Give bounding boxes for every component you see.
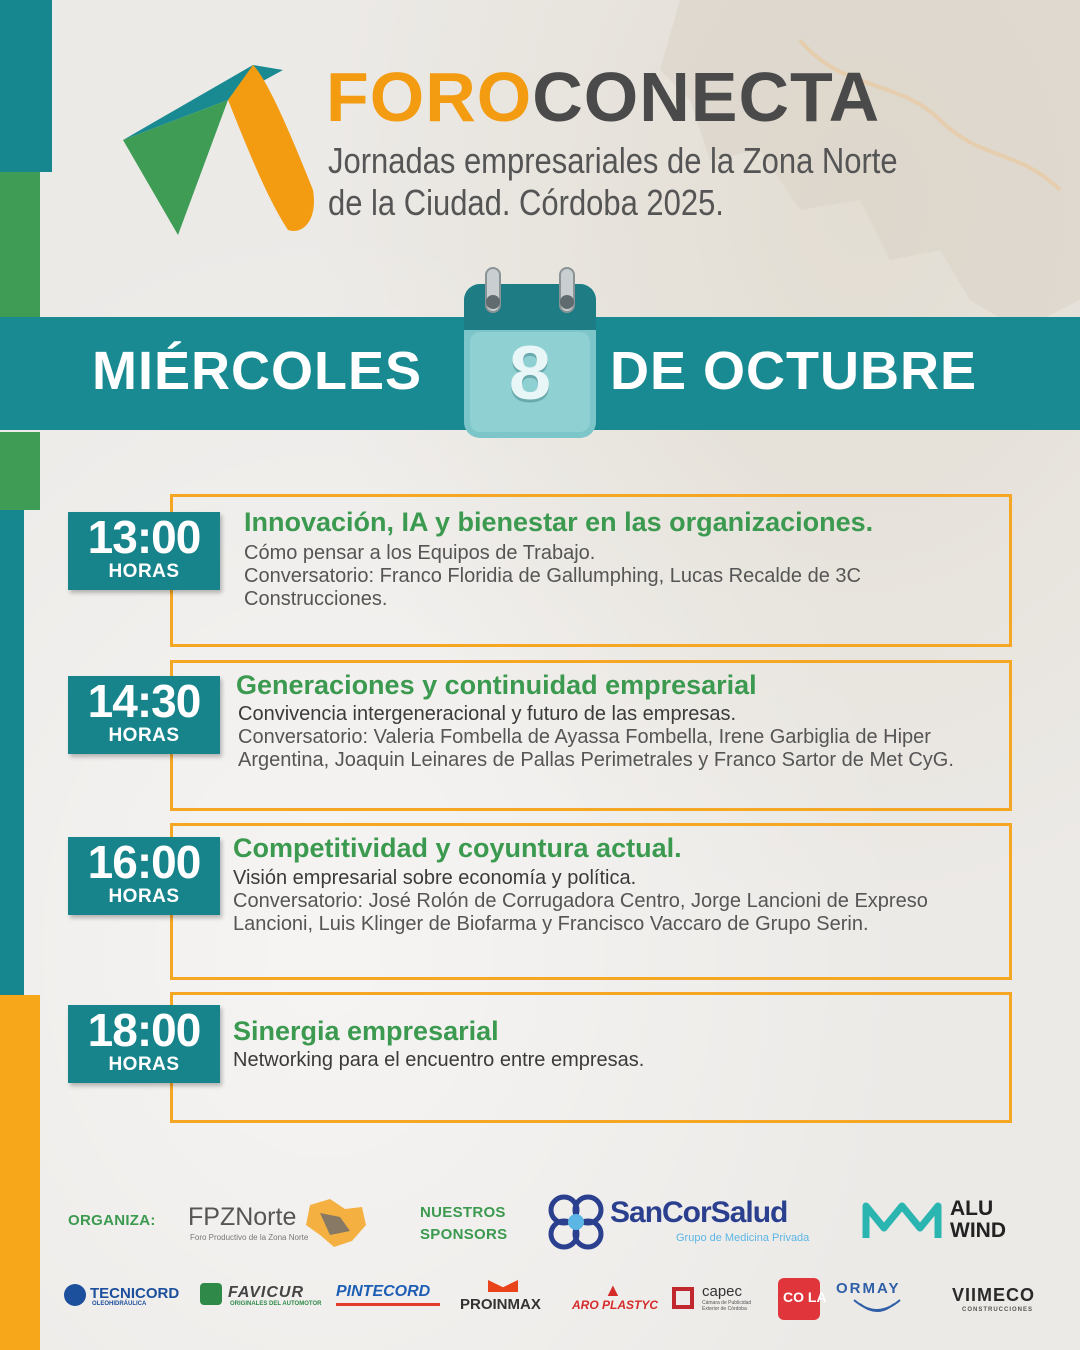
favicur-logo	[200, 1283, 325, 1313]
sancorsalud-name: SanCorSalud	[610, 1196, 788, 1229]
session-desc-2	[238, 703, 998, 772]
viimeco-caption: CONSTRUCCIONES	[962, 1307, 1034, 1313]
session-title-2: Generaciones y continuidad empresarial	[236, 670, 757, 700]
sponsors-label-line1: NUESTROS	[420, 1204, 506, 1221]
tecnicord-emblem-icon	[64, 1284, 86, 1306]
session-title-4: Sinergia empresarial	[233, 1016, 499, 1046]
ormay-logo	[834, 1280, 924, 1318]
tecnicord-caption: OLEOHIDRÁULICA	[92, 1301, 147, 1307]
session-subtitle-1: Cómo pensar a los Equipos de Trabajo.	[244, 542, 596, 564]
session-time-tag-4	[68, 1005, 220, 1083]
aroplastyc-name: ARO PLASTYC	[572, 1298, 659, 1312]
session-hours-label-2: HORAS	[108, 725, 180, 746]
session-hours-label-4: HORAS	[108, 1054, 180, 1075]
aluwind-emblem-icon	[862, 1198, 944, 1242]
session-hours-label-1: HORAS	[108, 561, 180, 582]
session-speakers-3: Conversatorio: José Rolón de Corrugadora Centro, Jorge Lancioni de Expreso Lancioni, Luis Klinger de Biofarma y Francisco Vaccaro de Grupo Serin.	[233, 890, 928, 935]
session-subtitle-4: Networking para el encuentro entre empresas.	[233, 1049, 645, 1071]
session-desc-1	[244, 542, 1004, 611]
sancorsalud-caption: Grupo de Medicina Privada	[676, 1232, 810, 1244]
aroplastyc-emblem-icon: ▲	[604, 1280, 622, 1300]
sponsors-label-line2: SPONSORS	[420, 1226, 508, 1243]
tecnicord-logo	[64, 1283, 184, 1313]
fpznorte-caption: Foro Productivo de la Zona Norte	[190, 1233, 309, 1242]
tecnicord-name: TECNICORD	[90, 1285, 180, 1302]
favicur-emblem-icon	[200, 1283, 222, 1305]
fpznorte-map-icon	[300, 1195, 370, 1251]
aroplastyc-logo	[572, 1280, 660, 1316]
capec-logo	[672, 1283, 762, 1319]
proinmax-name: PROINMAX	[460, 1296, 541, 1313]
ormay-wings-icon	[852, 1298, 902, 1316]
edge-bar-green-lower	[0, 432, 40, 510]
subtitle-line1: Jornadas empresariales de la Zona Norte	[328, 140, 898, 181]
edge-bar-green-upper	[0, 172, 40, 317]
fpznorte-logo	[188, 1195, 378, 1255]
session-desc-3	[233, 867, 993, 936]
aluwind-line2: WIND	[950, 1219, 1006, 1242]
aluwind-line1: ALU	[950, 1197, 994, 1220]
edge-bar-teal-middle	[0, 510, 24, 1060]
sponsors-label	[420, 1202, 507, 1246]
session-subtitle-3: Visión empresarial sobre economía y política.	[233, 867, 637, 889]
event-subtitle	[328, 140, 930, 224]
session-speakers-2: Conversatorio: Valeria Fombella de Ayassa Fombella, Irene Garbiglia de Hiper Argentina, Joaquin Leinares de Pallas Perimetrales y Franco Sartor de Met CyG.	[238, 726, 954, 771]
pintecord-name: PINTECORD	[336, 1283, 431, 1300]
date-day-number: 8	[508, 331, 552, 416]
pintecord-underline	[336, 1303, 440, 1306]
edge-bar-teal-top	[0, 0, 52, 172]
session-time-4: 18:00	[87, 1004, 201, 1056]
sancorsalud-emblem-icon	[544, 1190, 608, 1254]
foroconecta-logo-icon	[118, 60, 318, 240]
viimeco-logo	[952, 1285, 1052, 1319]
aluwind-text	[950, 1198, 1006, 1242]
fpznorte-name: FPZNorte	[188, 1203, 297, 1231]
favicur-caption: ORIGINALES DEL AUTOMOTOR	[230, 1301, 322, 1307]
subtitle-line2: de la Ciudad. Córdoba 2025.	[328, 182, 724, 223]
session-time-2: 14:30	[87, 675, 201, 727]
date-month: DE OCTUBRE	[610, 341, 978, 401]
favicur-name: FAVICUR	[228, 1284, 305, 1301]
session-time-tag-1	[68, 512, 220, 590]
session-time-1: 13:00	[87, 511, 201, 563]
sancorsalud-logo	[544, 1190, 834, 1254]
brand-name-part1: FORO	[326, 58, 533, 136]
capec-emblem-icon	[672, 1287, 694, 1309]
date-weekday: MIÉRCOLES	[92, 341, 423, 401]
aluwind-logo	[862, 1198, 1052, 1248]
session-time-tag-3	[68, 837, 220, 915]
proinmax-logo	[460, 1280, 556, 1316]
organiza-label: ORGANIZA:	[68, 1212, 156, 1229]
cola-logo	[778, 1278, 827, 1320]
session-time-tag-2	[68, 676, 220, 754]
edge-bar-orange-bottom	[0, 995, 40, 1350]
ormay-name: ORMAY	[836, 1280, 901, 1297]
session-speakers-1: Conversatorio: Franco Floridia de Gallumphing, Lucas Recalde de 3C Construcciones.	[244, 565, 861, 610]
capec-name: capec	[702, 1283, 743, 1300]
proinmax-emblem-icon	[488, 1280, 518, 1292]
session-hours-label-3: HORAS	[108, 886, 180, 907]
brand-name-part2: CONECTA	[532, 58, 881, 136]
session-subtitle-2: Convivencia intergeneracional y futuro de las empresas.	[238, 703, 737, 725]
session-title-1: Innovación, IA y bienestar en las organizaciones.	[244, 507, 874, 537]
session-title-3: Competitividad y coyuntura actual.	[233, 833, 682, 863]
session-time-3: 16:00	[87, 836, 201, 888]
pintecord-logo	[336, 1283, 446, 1313]
session-desc-4	[233, 1049, 993, 1072]
brand-name	[326, 58, 881, 136]
capec-caption: Cámara de Publicidad Exterior de Córdoba	[702, 1300, 752, 1312]
cola-name: CO LA	[783, 1289, 827, 1305]
viimeco-name: VIIMECO	[952, 1285, 1036, 1305]
